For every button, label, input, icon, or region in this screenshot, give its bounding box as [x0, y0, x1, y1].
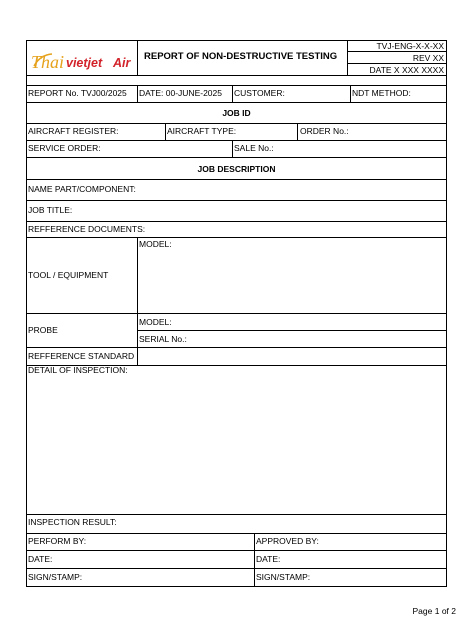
- doc-date: DATE X XXX XXXX: [369, 65, 444, 75]
- probe-serial-field[interactable]: SERIAL No.:: [139, 334, 187, 344]
- svg-text:Thai: Thai: [31, 52, 65, 72]
- svg-text:Air: Air: [113, 56, 131, 70]
- reference-standard-label: REFFERENCE STANDARD: [28, 351, 135, 361]
- job-id-heading: JOB ID: [222, 108, 251, 118]
- customer-field[interactable]: CUSTOMER:: [234, 88, 285, 98]
- revision: REV XX: [412, 53, 444, 63]
- divider: [26, 313, 447, 314]
- approved-sign-field[interactable]: SIGN/STAMP:: [256, 572, 311, 582]
- inspection-result-field[interactable]: INSPECTION RESULT:: [28, 517, 117, 527]
- approved-by-field[interactable]: APPROVED BY:: [256, 536, 319, 546]
- approved-date-field[interactable]: DATE:: [256, 554, 281, 564]
- report-no-field[interactable]: REPORT No. TVJ00/2025: [28, 88, 127, 98]
- sale-no-field[interactable]: SALE No.:: [234, 143, 274, 153]
- detail-of-inspection-field[interactable]: DETAIL OF INSPECTION:: [28, 365, 128, 375]
- date-field[interactable]: DATE: 00-JUNE-2025: [139, 88, 222, 98]
- divider: [297, 123, 298, 140]
- name-part-field[interactable]: NAME PART/COMPONENT:: [28, 184, 136, 194]
- divider: [26, 221, 447, 222]
- report-title: REPORT OF NON-DESTRUCTIVE TESTING: [144, 51, 338, 62]
- divider: [137, 85, 138, 102]
- divider: [26, 568, 447, 569]
- service-order-field[interactable]: SERVICE ORDER:: [28, 143, 101, 153]
- perform-date-field[interactable]: DATE:: [28, 554, 53, 564]
- ndt-report-form: [26, 40, 447, 587]
- divider: [26, 75, 447, 76]
- tool-model-field[interactable]: MODEL:: [139, 239, 172, 249]
- divider: [26, 85, 447, 86]
- aircraft-type-field[interactable]: AIRCRAFT TYPE:: [167, 126, 237, 136]
- divider: [26, 237, 447, 238]
- job-description-heading: JOB DESCRIPTION: [197, 164, 276, 174]
- divider: [232, 140, 233, 157]
- divider: [137, 347, 138, 365]
- ndt-method-field[interactable]: NDT METHOD:: [352, 88, 411, 98]
- page-number: Page 1 of 2: [412, 606, 456, 616]
- divider: [137, 237, 138, 313]
- divider: [347, 51, 447, 52]
- divider: [347, 40, 348, 75]
- divider: [165, 123, 166, 140]
- tool-equipment-label: TOOL / EQUIPMENT: [28, 270, 109, 280]
- divider: [26, 102, 447, 103]
- divider: [26, 347, 447, 348]
- divider: [232, 85, 233, 102]
- aircraft-register-field[interactable]: AIRCRAFT REGISTER:: [28, 126, 119, 136]
- order-no-field[interactable]: ORDER No.:: [300, 126, 349, 136]
- job-title-field[interactable]: JOB TITLE:: [28, 205, 73, 215]
- border-bottom: [26, 586, 447, 587]
- doc-code: TVJ-ENG-X-X-XX: [376, 41, 444, 51]
- probe-label: PROBE: [28, 325, 58, 335]
- divider: [26, 157, 447, 158]
- divider: [26, 550, 447, 551]
- svg-text:vietjet: vietjet: [66, 56, 103, 70]
- divider: [350, 85, 351, 102]
- divider: [347, 63, 447, 64]
- divider: [26, 533, 447, 534]
- divider: [137, 330, 447, 331]
- divider: [137, 40, 138, 75]
- thai-vietjet-air-logo: [30, 49, 134, 73]
- perform-by-field[interactable]: PERFORM BY:: [28, 536, 87, 546]
- divider: [26, 140, 447, 141]
- divider: [26, 123, 447, 124]
- divider: [26, 179, 447, 180]
- probe-model-field[interactable]: MODEL:: [139, 317, 172, 327]
- divider: [26, 514, 447, 515]
- perform-sign-field[interactable]: SIGN/STAMP:: [28, 572, 83, 582]
- reference-documents-field[interactable]: REFFERENCE DOCUMENTS:: [28, 224, 146, 234]
- divider: [26, 200, 447, 201]
- divider: [254, 533, 255, 586]
